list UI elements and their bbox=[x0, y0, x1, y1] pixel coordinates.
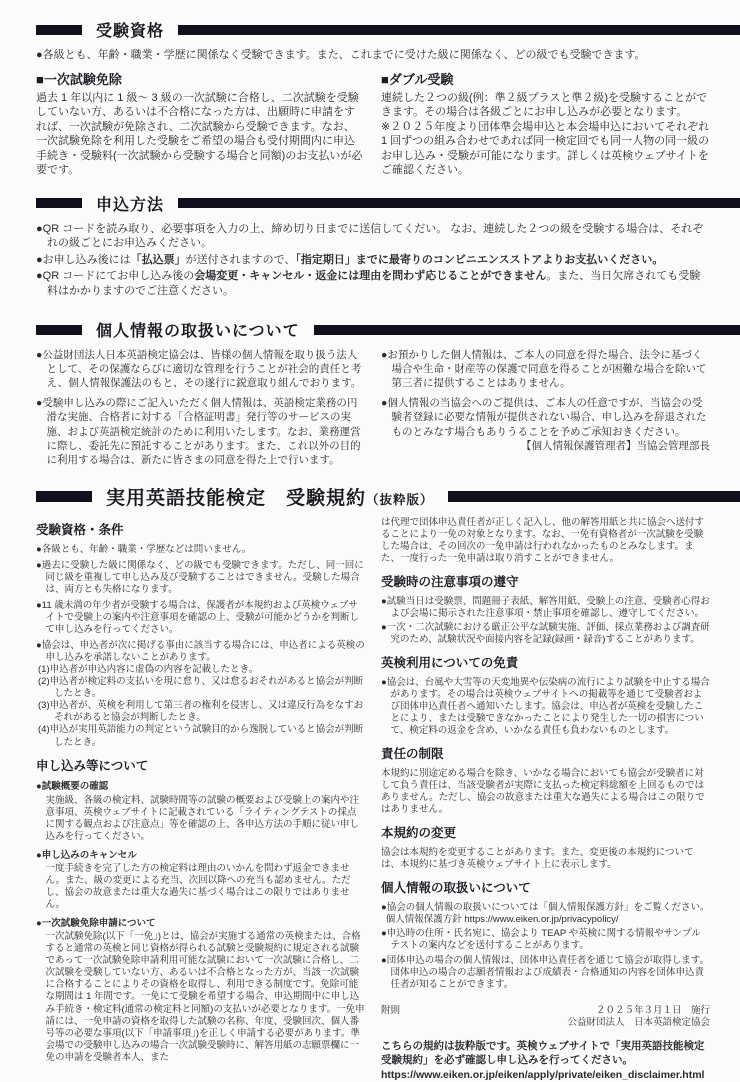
header-bar-long bbox=[314, 325, 740, 335]
double-body-2: ※２０２５年度より団体準会場申込と本会場申込においてそれぞれ 1 回ずつの組み合わせであれば同一検定回でも同一人物の同一級のお申し込み・受験が可能になります。詳しくは英検ウェブサイトをご確認ください。 bbox=[381, 120, 710, 177]
regulations-heading: 受験資格・条件 bbox=[36, 522, 124, 537]
regulation-block-body: 一次試験免除(以下「一免」)とは、協会が実施する通常の英検または、合格すると通常の英検と同じ資格が得られる試験と受験規約に規定される試験であって一次試験免除申請利用可能な試験において一次試験に合格し、二次試験を受験していない方、あるいは不合格となった方が、当該一次試験に合格することによりその資格を取得し、利用できる制度です。免除可能な期間は 1 年間です。一免にて受験を希望する場合、申込期間中に申し込み手続き・検定料(通常の検定料と同額)の支払いが必要となります。一免申請には、一免申請の資格を取得した試験の名称、年度、受験回次、個人番号等の必要な事項(以下「申請事項」)を正しく申請する必要があります。準会場での受験申し込みの場合一次試験受験時に、解答用紙の志願票欄に一免の申請を受験者本人、また bbox=[45, 931, 365, 1063]
regulations-heading: 英検利用についての免責 bbox=[381, 656, 519, 671]
regulation-bullet: ●試験当日は受験票、問題冊子表紙、解答用紙、受験上の注意、受験者心得および会場に掲示された注意事項・禁止事項を確認し、遵守してください。 bbox=[381, 595, 710, 619]
eligibility-left-column bbox=[36, 67, 365, 178]
application-item bbox=[36, 253, 710, 268]
privacy-bullet: ●個人情報の当協会へのご提供は、ご本人の任意ですが、当協会の受験者登録に必要な情報が提供されない場合、申し込みを辞退されたものとみなす場合もありうることを予めご承知おきください。 bbox=[381, 397, 707, 438]
application-item-bold: 会場変更・キャンセル・返金には理由を問わず応じることができません bbox=[194, 270, 547, 283]
appendix-organization: 公益財団法人 日本英語検定協会 bbox=[567, 1016, 710, 1028]
header-bar-short bbox=[36, 25, 82, 35]
regulation-bullet: ●各級とも、年齢・職業・学歴などは問いません。 bbox=[36, 543, 252, 555]
header-bar-long bbox=[448, 491, 740, 502]
exemption-body: 過去 1 年以内に 1 級～ 3 級の一次試験に合格し、二次試験を受験していない方、あるいは不合格になった方は、出願時に申請をすれば、一次試験が免除され、二次試験から受験できます。なお、一次試験免除を利用した受験をご希望の場合も受付期間内に申込手続き・受験料(一次試験から受験する場合と同額)のお支払いが必要です。 bbox=[36, 91, 363, 177]
regulations-heading: 受験時の注意事項の遵守 bbox=[381, 574, 519, 589]
application-item-text: 。また、当日欠席されても受験料はかかりますのでご注意ください。 bbox=[47, 270, 701, 297]
regulation-block-body: 一度手続きを完了した方の検定料は理由のいかんを問わず返金できません。また、級の変更による充当、次回以降への充当も認めません。ただし、協会の故意または重大な過失に基づく場合はこの限りではありません。 bbox=[45, 862, 351, 910]
header-bar-short bbox=[36, 491, 92, 502]
header-bar-long bbox=[178, 25, 740, 35]
appendix-date: ２０２５年３月１日 施行 bbox=[595, 1004, 710, 1016]
section-header-eligibility bbox=[36, 18, 740, 41]
regulations-heading: 個人情報の取扱いについて bbox=[381, 881, 531, 896]
privacy-manager-line: 【個人情報保護管理者】当協会管理部長 bbox=[521, 439, 710, 452]
regulations-left-column bbox=[36, 517, 365, 1082]
header-bar-short bbox=[36, 198, 82, 208]
regulation-bullet: ●団体申込の場合の個人情報は、団体申込責任者を通じて協会が取得します。団体申込の場合の志願者情報および成績表・合格通知の内容を団体申込責任者が知ることができます。 bbox=[381, 954, 709, 990]
application-item-text: が送付されますので、 bbox=[185, 253, 296, 266]
application-item-text: ●お申し込み後には bbox=[36, 253, 131, 266]
regulation-bullet: ●協会は、申込者が次に掲げる事由に該当する場合には、申込者による英検の申し込みを承諾しないことがあります。 bbox=[36, 640, 365, 664]
double-body-1: 連続した２つの級(例：準２級プラスと準２級)を受験することができます。その場合は各級ごとにお申し込みが必要となります。 bbox=[381, 91, 707, 119]
regulation-continuation: は代理で団体申込責任者が正しく記入し、他の解答用紙と共に協会へ送付することにより一免の対象となります。なお、一免有資格者が一次試験を受験した場合は、その回次の一免申請は行われなかったものとみなします。また、一度行った一免申請は取り消すことができません。 bbox=[381, 516, 705, 564]
regulation-sub-item: (3)申込者が、英検を利用して第三者の権利を侵害し、又は違反行為をなすおそれがあると協会が判断したとき。 bbox=[38, 700, 364, 724]
regulation-block-body: 実施級、各級の検定料、試験時間等の試験の概要および受験上の案内や注意事項、英検ウェブサイトに記載されている「ライティングテストの採点に関する観点および注意点」等を確認の上、各申込方法の手順に従い申し込みを行ってください。 bbox=[45, 794, 360, 842]
appendix-label: 附則 bbox=[381, 1004, 401, 1016]
section-title: 個人情報の取扱いについて bbox=[96, 323, 300, 341]
regulations-title: 実用英語技能検定 受験規約 bbox=[106, 487, 367, 509]
privacy-policy-url-line: 個人情報保護方針 https://www.eiken.or.jp/privacypolicy/ bbox=[385, 914, 619, 926]
privacy-left-column bbox=[36, 348, 365, 467]
regulation-block-title: ●一次試験免除申請について bbox=[36, 918, 156, 930]
regulations-right-column bbox=[381, 516, 716, 1082]
appendix-row bbox=[381, 1005, 710, 1017]
regulation-block-title: ●試験概要の確認 bbox=[36, 781, 109, 793]
regulation-bullet: ●協会は、台風や大雪等の天変地異や伝染病の流行により試験を中止する場合があります。その場合は英検ウェブサイトへの掲載等を通じて受験者および団体申込責任者へ通知いたします。協会は、申込者が英検を受験したことにより、または受験できなかったことにより発生した一切の損害について、検定料の返金を含め、いかなる責任も負わないものとします。 bbox=[381, 676, 710, 737]
regulation-bullet: ●一次・二次試験における厳正公平な試験実施、評価、採点業務および調査研究のため、試験状況や面接内容を記録(録画・録音)することがあります。 bbox=[381, 621, 710, 645]
application-item bbox=[36, 269, 710, 298]
eligibility-intro: ●各級とも、年齢・職業・学歴に関係なく受験できます。また、これまでに受けた級に関係なく、どの級でも受験できます。 bbox=[36, 49, 646, 61]
application-item-bold: 「払込票」 bbox=[130, 253, 186, 266]
eligibility-right-column bbox=[381, 67, 710, 178]
regulation-bullet: ●11 歳未満の年少者が受験する場合は、保護者が本規約および英検ウェブサイトで受験上の案内や注意事項を確認の上、受験が可能かどうかを判断して申し込みを行ってください。 bbox=[36, 599, 360, 635]
regulation-bullet: ●過去に受験した級に関係なく、どの級でも受験できます。ただし、同一回に同じ級を重複して申し込み及び受験することはできません。受験した場合は、両方とも失格になります。 bbox=[36, 559, 364, 595]
excerpt-note: こちらの規約は抜粋版です。英検ウェブサイトで「実用英語技能検定 受験規約」を必ず確認し申し込みを行ってください。 bbox=[381, 1039, 716, 1066]
regulation-sub-item: (4)申込が実用英語能力の判定という試験目的から逸脱していると協会が判断したとき。 bbox=[38, 724, 364, 748]
header-bar-short bbox=[36, 325, 82, 335]
section-title: 申込方法 bbox=[96, 196, 165, 214]
header-bar-long bbox=[178, 198, 740, 208]
privacy-bullet: ●公益財団法人日本英語検定協会は、皆様の個人情報を取り扱う法人として、その保護ならびに適切な管理を行うことが社会的責任と考え、個人情報保護法のもと、その遂行に鋭意取り組んでおります。 bbox=[36, 349, 362, 390]
regulation-bullet: ●申込時の住所・氏名宛に、協会より TEAP や英検に関する情報やサンプルテストの案内などを送付することがあります。 bbox=[381, 928, 701, 952]
section-header-regulations bbox=[36, 483, 740, 510]
regulation-bullet: ●協会の個人情報の取扱いについては「個人情報保護方針」をご覧ください。 bbox=[381, 902, 710, 914]
regulations-heading: 本規約の変更 bbox=[381, 826, 457, 841]
section-title bbox=[106, 483, 434, 510]
application-item-bold: 「指定期日」までに最寄りのコンビニエンスストアよりお支払いください。 bbox=[295, 253, 664, 266]
regulation-sub-item: (2)申込者が検定料の支払いを現に怠り、又は怠るおそれがあると協会が判断したとき。 bbox=[38, 676, 364, 700]
privacy-bullet: ●受験申し込みの際にご記入いただく個人情報は、英語検定業務の円滑な実施、合格者に対する「合格証明書」発行等のサービスの実施、および英語検定統計のために利用いたします。なお、業務運営に際し、委託先に預託することがあります。また、これ以外の目的に利用する場合は、新たに皆さまの同意を得た上で行います。 bbox=[36, 397, 361, 466]
privacy-bullet: ●お預かりした個人情報は、ご本人の同意を得た場合、法令に基づく場合や生命・財産等の保護で同意を得ることが困難な場合を除いて第三者に提供することはありません。 bbox=[381, 349, 707, 390]
regulation-sub-item: (1)申込者が申込内容に虚偽の内容を記載したとき。 bbox=[38, 664, 259, 676]
double-subhead: ■ダブル受験 bbox=[381, 71, 454, 87]
privacy-right-column bbox=[381, 348, 710, 467]
section-title: 受験資格 bbox=[96, 23, 165, 40]
regulation-body: 協会は本規約を変更することがあります。また、変更後の本規約については、本規約に基づき英検ウェブサイト上に表示します。 bbox=[381, 847, 694, 871]
regulations-title-suffix: （抜粋版） bbox=[366, 492, 434, 507]
application-item-text: ●QR コードにてお申し込み後の bbox=[36, 270, 195, 283]
regulations-heading: 責任の制限 bbox=[381, 747, 444, 762]
exemption-subhead: ■一次試験免除 bbox=[36, 71, 122, 87]
section-header-application bbox=[36, 192, 740, 215]
regulation-block-title: ●申し込みのキャンセル bbox=[36, 849, 137, 861]
regulations-heading: 申し込み等について bbox=[36, 758, 149, 773]
section-header-privacy bbox=[36, 318, 740, 341]
disclaimer-url: https://www.eiken.or.jp/eiken/apply/private/eiken_disclaimer.html bbox=[381, 1069, 705, 1082]
regulation-body: 本規約に別途定める場合を除き、いかなる場合においても協会が受験者に対して負う責任は、当該受験者が実際に支払った検定料総額を上回るものではありません。ただし、協会の故意または重大な過失による場合はこの限りではありません。 bbox=[381, 768, 705, 816]
application-item: ●QR コードを読み取り、必要事項を入力の上、締め切り日までに送信してくだい。 なお、連続した２つの級を受験する場合は、それぞれの級ごとにお申込みください。 bbox=[36, 222, 704, 250]
